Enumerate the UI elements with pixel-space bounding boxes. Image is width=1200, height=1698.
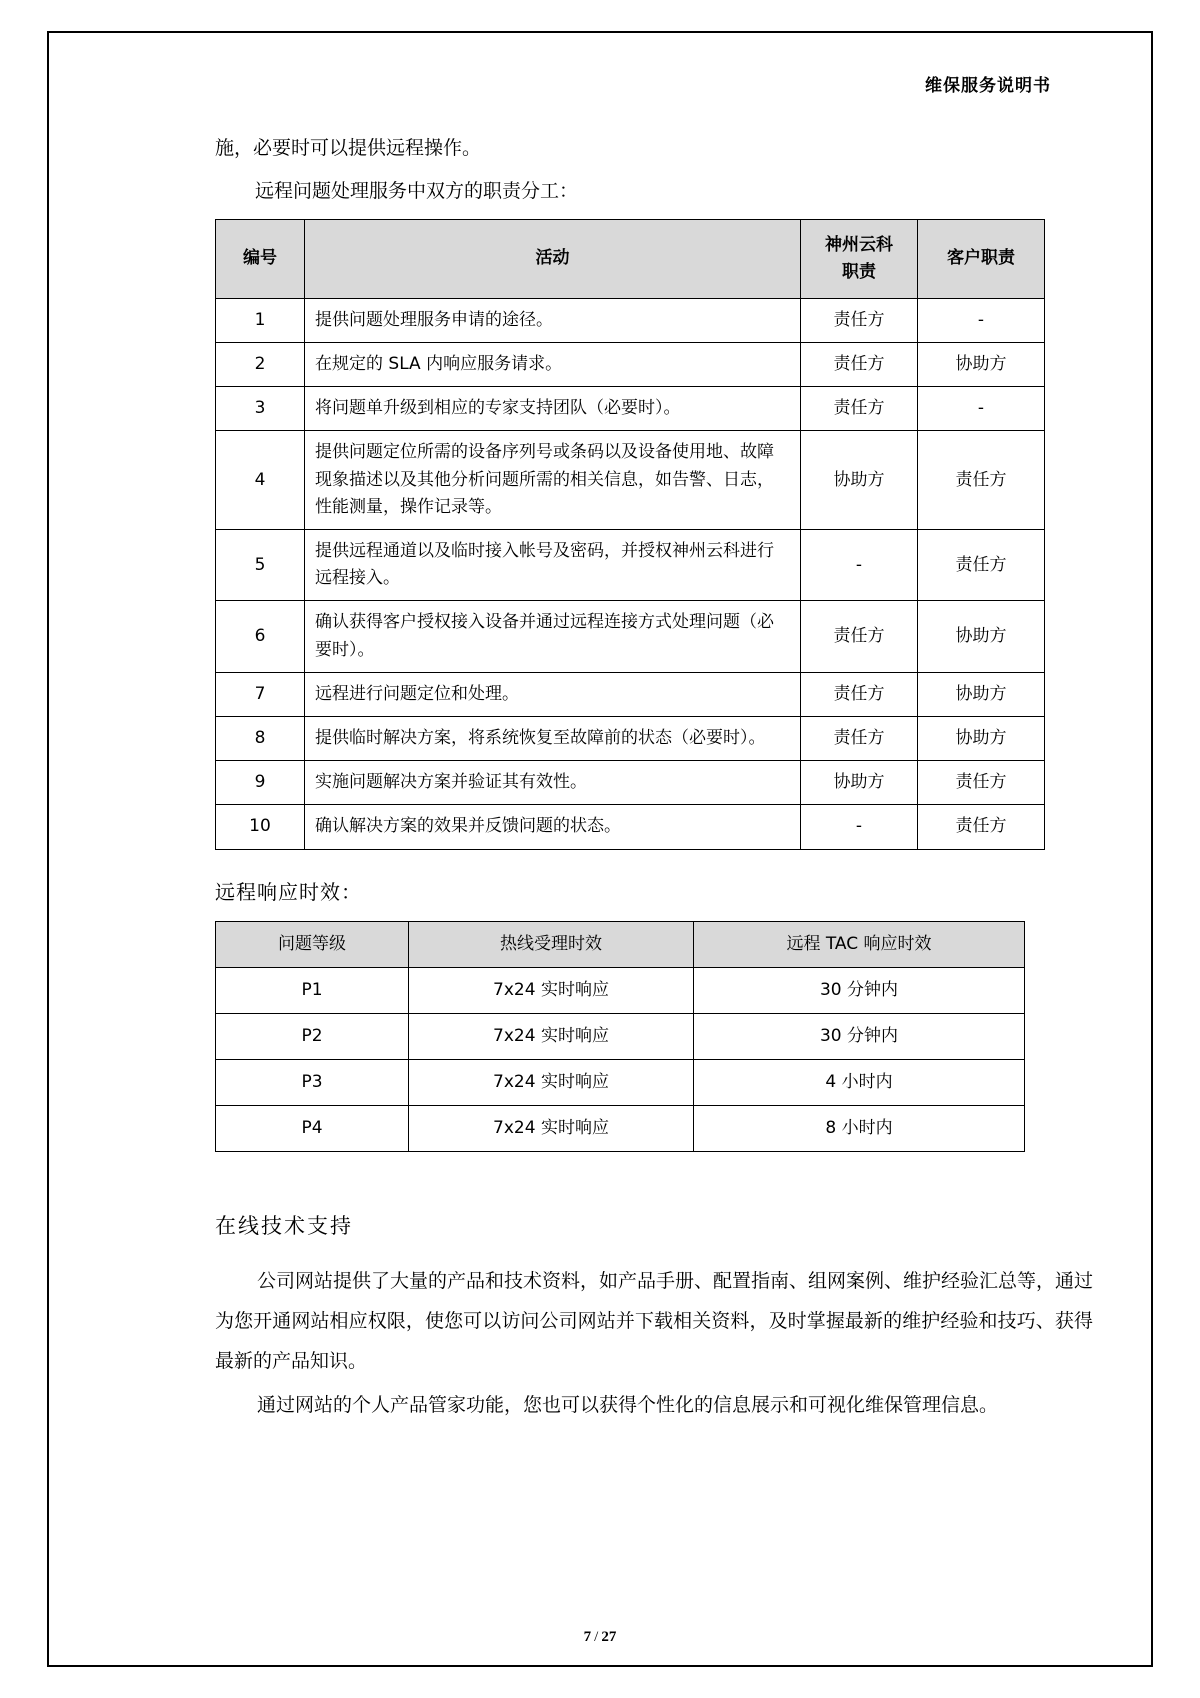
cell-activity: 确认解决方案的效果并反馈问题的状态。 — [305, 805, 801, 849]
col-header-tac-sla: 远程 TAC 响应时效 — [694, 921, 1025, 967]
col-header-provider-line1: 神州云科 — [825, 234, 893, 255]
sla-table — [215, 921, 1025, 1153]
col-header-hotline-sla: 热线受理时效 — [409, 921, 694, 967]
footer-separator: / — [594, 1629, 599, 1645]
cell-customer-duty: 协助方 — [918, 343, 1045, 387]
cell-provider-duty: 责任方 — [801, 601, 918, 672]
cell-number: 2 — [216, 343, 305, 387]
paragraph-online-support-2: 通过网站的个人产品管家功能，您也可以获得个性化的信息展示和可视化维保管理信息。 — [257, 1394, 999, 1417]
cell-provider-duty: 责任方 — [801, 343, 918, 387]
col-header-problem-level: 问题等级 — [216, 921, 409, 967]
duties-table-body — [216, 298, 1045, 849]
table-row — [216, 716, 1045, 760]
cell-number: 3 — [216, 387, 305, 431]
table-row — [216, 530, 1045, 601]
col-header-customer-duty: 客户职责 — [918, 219, 1045, 298]
document-header-title: 维保服务说明书 — [925, 76, 1051, 96]
table-row — [216, 1106, 1025, 1152]
paragraph-continuation: 施，必要时可以提供远程操作。 — [215, 137, 482, 159]
page-content — [47, 31, 1153, 1667]
table-row — [216, 431, 1045, 530]
cell-provider-duty: 责任方 — [801, 672, 918, 716]
cell-activity: 提供问题定位所需的设备序列号或条码以及设备使用地、故障现象描述以及其他分析问题所需的相关信息，如告警、日志，性能测量，操作记录等。 — [305, 431, 801, 530]
paragraph-online-support-1: 公司网站提供了大量的产品和技术资料，如产品手册、配置指南、组网案例、维护经验汇总等，通过为您开通网站相应权限，使您可以访问公司网站并下载相关资料，及时掌握最新的维护经验和技巧、获得最新的产品知识。 — [215, 1270, 1094, 1373]
cell-provider-duty: 责任方 — [801, 716, 918, 760]
cell-customer-duty: 责任方 — [918, 431, 1045, 530]
cell-provider-duty: 协助方 — [801, 431, 918, 530]
cell-activity: 提供远程通道以及临时接入帐号及密码，并授权神州云科进行远程接入。 — [305, 530, 801, 601]
cell-tac: 30 分钟内 — [694, 967, 1025, 1013]
cell-activity: 将问题单升级到相应的专家支持团队（必要时）。 — [305, 387, 801, 431]
cell-customer-duty: 责任方 — [918, 805, 1045, 849]
cell-provider-duty: - — [801, 530, 918, 601]
cell-number: 4 — [216, 431, 305, 530]
sla-section-title: 远程响应时效： — [215, 879, 362, 904]
cell-hotline: 7x24 实时响应 — [409, 967, 694, 1013]
cell-provider-duty: - — [801, 805, 918, 849]
cell-tac: 30 分钟内 — [694, 1013, 1025, 1059]
cell-number: 9 — [216, 761, 305, 805]
table-row — [216, 601, 1045, 672]
cell-customer-duty: 协助方 — [918, 672, 1045, 716]
table-row — [216, 672, 1045, 716]
cell-tac: 8 小时内 — [694, 1106, 1025, 1152]
footer-total-pages: 27 — [601, 1629, 617, 1645]
section-heading-online-support: 在线技术支持 — [215, 1214, 353, 1239]
cell-provider-duty: 责任方 — [801, 298, 918, 342]
cell-tac: 4 小时内 — [694, 1060, 1025, 1106]
table-row — [216, 805, 1045, 849]
cell-provider-duty: 责任方 — [801, 387, 918, 431]
table-row — [216, 1060, 1025, 1106]
cell-number: 1 — [216, 298, 305, 342]
cell-hotline: 7x24 实时响应 — [409, 1106, 694, 1152]
cell-customer-duty: - — [918, 298, 1045, 342]
cell-customer-duty: 协助方 — [918, 716, 1045, 760]
cell-number: 8 — [216, 716, 305, 760]
cell-level: P4 — [216, 1106, 409, 1152]
table-row — [216, 387, 1045, 431]
cell-number: 10 — [216, 805, 305, 849]
table-row — [216, 343, 1045, 387]
col-header-number: 编号 — [216, 219, 305, 298]
col-header-activity: 活动 — [305, 219, 801, 298]
cell-activity: 提供问题处理服务申请的途径。 — [305, 298, 801, 342]
duties-table — [215, 219, 1045, 850]
sla-table-body — [216, 967, 1025, 1152]
table-row — [216, 298, 1045, 342]
cell-level: P2 — [216, 1013, 409, 1059]
table-header-row — [216, 219, 1045, 298]
cell-provider-duty: 协助方 — [801, 761, 918, 805]
cell-activity: 提供临时解决方案，将系统恢复至故障前的状态（必要时）。 — [305, 716, 801, 760]
cell-number: 6 — [216, 601, 305, 672]
cell-number: 5 — [216, 530, 305, 601]
page-footer — [0, 1629, 1200, 1646]
table-row — [216, 967, 1025, 1013]
table-row — [216, 761, 1045, 805]
cell-hotline: 7x24 实时响应 — [409, 1013, 694, 1059]
cell-activity: 实施问题解决方案并验证其有效性。 — [305, 761, 801, 805]
col-header-provider-duty — [801, 219, 918, 298]
cell-hotline: 7x24 实时响应 — [409, 1060, 694, 1106]
cell-number: 7 — [216, 672, 305, 716]
cell-level: P1 — [216, 967, 409, 1013]
cell-activity: 在规定的 SLA 内响应服务请求。 — [305, 343, 801, 387]
cell-level: P3 — [216, 1060, 409, 1106]
table-header-row — [216, 921, 1025, 967]
table-row — [216, 1013, 1025, 1059]
cell-activity: 确认获得客户授权接入设备并通过远程连接方式处理问题（必要时）。 — [305, 601, 801, 672]
cell-customer-duty: 责任方 — [918, 761, 1045, 805]
paragraph-lead-in: 远程问题处理服务中双方的职责分工： — [255, 180, 579, 203]
cell-customer-duty: 协助方 — [918, 601, 1045, 672]
col-header-provider-line2: 职责 — [842, 261, 876, 282]
cell-activity: 远程进行问题定位和处理。 — [305, 672, 801, 716]
cell-customer-duty: 责任方 — [918, 530, 1045, 601]
cell-customer-duty: - — [918, 387, 1045, 431]
footer-page-number: 7 — [583, 1629, 592, 1645]
